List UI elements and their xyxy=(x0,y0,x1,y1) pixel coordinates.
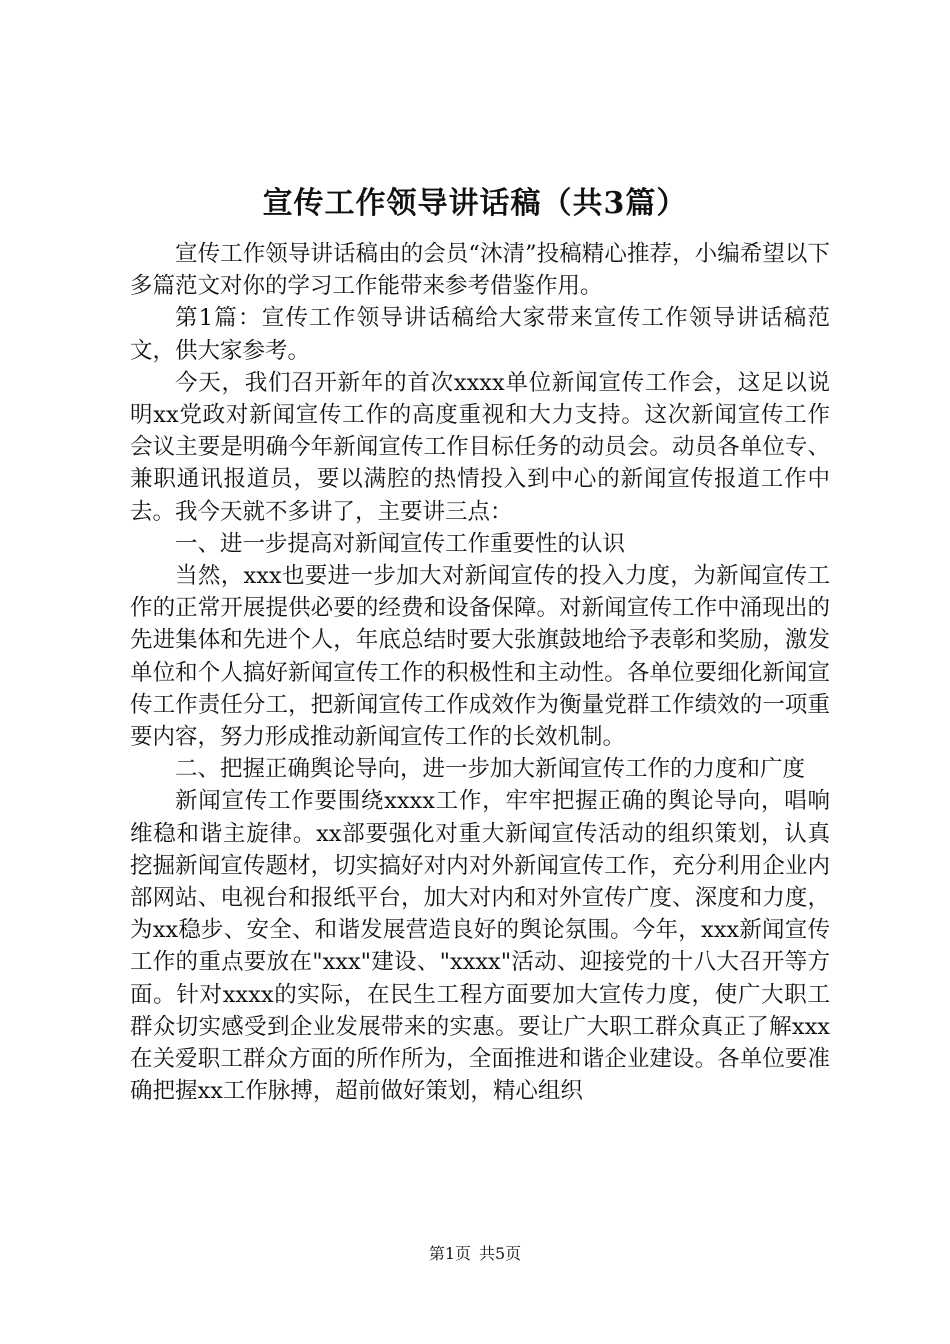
section-heading-one: 一、进一步提高对新闻宣传工作重要性的认识 xyxy=(175,530,626,557)
page-total: 共5页 xyxy=(479,1244,522,1263)
paragraph-opening: 今天，我们召开新年的首次xxxx单位新闻宣传工作会，这足以说明xx党政对新闻宣传工作的高度重视和大力支持。这次新闻宣传工作会议主要是明确今年新闻宣传工作目标任务的动员会。动员各单位专、兼职通讯报道员，要以满腔的热情投入到中心的新闻宣传报道工作中去。我今天就不多讲了，主要讲三点： xyxy=(130,369,830,525)
paragraph-section-one: 当然，xxx也要进一步加大对新闻宣传的投入力度，为新闻宣传工作的正常开展提供必要的经费和设备保障。对新闻宣传工作中涌现出的先进集体和先进个人，年底总结时要大张旗鼓地给予表彰和奖励，激发单位和个人搞好新闻宣传工作的积极性和主动性。各单位要细化新闻宣传工作责任分工，把新闻宣传工作成效作为衡量党群工作绩效的一项重要内容，努力形成推动新闻宣传工作的长效机制。 xyxy=(130,563,830,751)
paragraph-intro: 宣传工作领导讲话稿由的会员“沐清”投稿精心推荐，小编希望以下多篇范文对你的学习工作能带来参考借鉴作用。 xyxy=(130,241,830,300)
paragraph-part-one-heading: 第1篇：宣传工作领导讲话稿给大家带来宣传工作领导讲话稿范文，供大家参考。 xyxy=(130,305,830,364)
page-number: 第1页 xyxy=(428,1244,471,1263)
section-heading-two: 二、把握正确舆论导向，进一步加大新闻宣传工作的力度和广度 xyxy=(175,756,806,783)
page-footer xyxy=(0,1243,950,1265)
document-body xyxy=(130,238,830,1107)
paragraph-section-two: 新闻宣传工作要围绕xxxx工作，牢牢把握正确的舆论导向，唱响维稳和谐主旋律。xx部要强化对重大新闻宣传活动的组织策划，认真挖掘新闻宣传题材，切实搞好对内对外新闻宣传工作，充分利用企业内部网站、电视台和报纸平台，加大对内和对外宣传广度、深度和力度，为xx稳步、安全、和谐发展营造良好的舆论氛围。今年，xxx新闻宣传工作的重点要放在"xxx"建设、"xxxx"活动、迎接党的十八大召开等方面。针对xxxx的实际，在民生工程方面要加大宣传力度，使广大职工群众切实感受到企业发展带来的实惠。要让广大职工群众真正了解xxx在关爱职工群众方面的所作所为，全面推进和谐企业建设。各单位要准确把握xx工作脉搏，超前做好策划，精心组织 xyxy=(130,788,830,1105)
document-title: 宣传工作领导讲话稿（共3篇） xyxy=(262,186,688,221)
